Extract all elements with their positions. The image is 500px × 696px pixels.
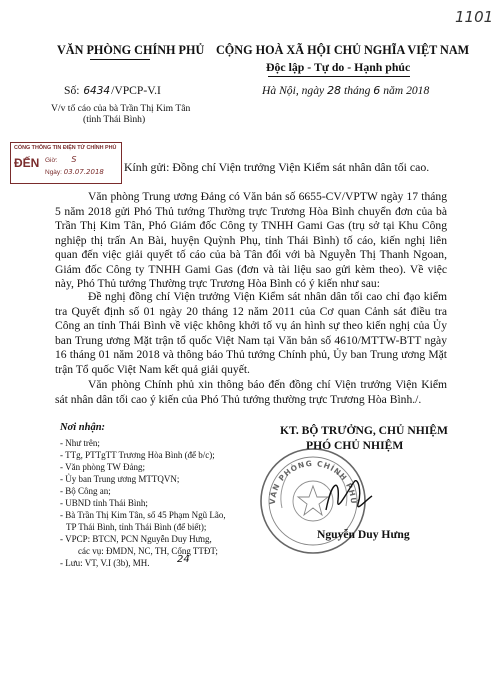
signature-title: KT. BỘ TRƯỞNG, CHỦ NHIỆM	[280, 424, 448, 437]
stamp-gio-value: S	[71, 155, 77, 164]
stamp-gio-label: Giờ:	[45, 157, 58, 164]
doc-number-hand: 6434	[83, 85, 111, 97]
body-paragraph-3: Văn phòng Chính phủ xin thông báo đến đồng chí Viện trưởng Viện Kiểm sát nhân dân tối cao ý kiến của Phó Thủ tướng thường trực Trương Hòa Bình./.	[55, 378, 447, 406]
date-prefix: Hà Nội, ngày	[262, 84, 325, 97]
signature-subtitle: PHÓ CHỦ NHIỆM	[306, 439, 404, 452]
date-year: năm 2018	[383, 84, 430, 97]
agency-underline	[90, 59, 150, 60]
stamp-den: ĐẾN	[14, 156, 40, 170]
republic-title: CỘNG HOÀ XÃ HỘI CHỦ NGHĨA VIỆT NAM	[216, 43, 470, 57]
body-paragraph-1: Văn phòng Trung ương Đảng có Văn bản số 6655-CV/VPTW ngày 17 tháng 5 năm 2018 gửi Phó Thủ tướng Thường trực Trương Hòa Bình chuyển đơn của bà Trần Thị Kim Tân, Phó Giám đốc Công ty TNHH Gami Gas (trụ sở tại Khu Công nghiệp thị trấn An Bài, huyện Quỳnh Phụ, tỉnh Thái Bình) tố cáo, kiến nghị liên quan đến việc giải quyết tố cáo của bà Tân đối với bà Nguyễn Thị Thanh Ngoan, Giám đốc Công ty TNHH Gami Gas (đơn và tài liệu sao gửi kèm theo). Về việc này, Phó Thủ tướng Thường trực Trương Hòa Bình có ý kiến như sau:	[55, 190, 447, 290]
recipient-item: - Bộ Công an;	[60, 486, 111, 496]
stamp-ngay	[45, 168, 104, 176]
date-month: 6	[373, 84, 381, 97]
recipient-item: - VPCP: BTCN, PCN Nguyễn Duy Hưng,	[60, 534, 212, 544]
seal-text: VĂN PHÒNG CHÍNH PHỦ	[267, 458, 359, 505]
recipient-item: - Ủy ban Trung ương MTTQVN;	[60, 474, 180, 484]
doc-number-prefix: Số:	[64, 84, 80, 97]
subject-line-1: V/v tố cáo của bà Trần Thị Kim Tân	[51, 103, 191, 114]
handwritten-number: 1101	[455, 8, 494, 26]
recipient-item: - TTg, PTTgTT Trương Hòa Bình (để b/c);	[60, 450, 215, 460]
date-mid: tháng	[343, 84, 371, 97]
doc-number-suffix: /VPCP-V.I	[111, 84, 161, 97]
recipient-item: - Văn phòng TW Đảng;	[60, 462, 145, 472]
motto-underline	[268, 76, 410, 77]
handwritten-signature	[318, 470, 378, 520]
recipient-item: - Bà Trần Thị Kim Tân, số 45 Phạm Ngũ Lão,	[60, 510, 226, 520]
recipient-item: - UBND tỉnh Thái Bình;	[60, 498, 148, 508]
recipient-item: - Lưu: VT, V.I (3b), MH.	[60, 558, 150, 568]
subject-line-2: (tỉnh Thái Bình)	[83, 114, 146, 125]
recipient-item: các vụ: ĐMDN, NC, TH, Cổng TTĐT;	[78, 546, 218, 556]
recipient-item: TP Thái Bình, tỉnh Thái Bình (để biết);	[66, 522, 207, 532]
doc-date	[262, 84, 429, 97]
motto: Độc lập - Tự do - Hạnh phúc	[266, 60, 411, 74]
stamp-gio	[45, 155, 76, 164]
recipients-title: Nơi nhận:	[60, 422, 106, 433]
addressee: Kính gửi: Đồng chí Viện trưởng Viện Kiểm sát nhân dân tối cao.	[124, 160, 430, 174]
received-stamp	[10, 142, 122, 184]
recipient-hand-note: 24	[177, 554, 190, 565]
stamp-org: CỔNG THÔNG TIN ĐIỆN TỬ CHÍNH PHỦ	[14, 145, 117, 151]
signer-name: Nguyễn Duy Hưng	[317, 528, 410, 541]
date-day: 28	[327, 84, 342, 97]
body-paragraph-2: Đề nghị đồng chí Viện trưởng Viện Kiểm sát nhân dân tối cao chỉ đạo kiểm tra Quyết định số 01 ngày 20 tháng 12 năm 2011 của Cơ quan Cảnh sát điều tra Công an tỉnh Thái Bình về việc không khởi tố vụ án hình sự theo kiến nghị của Ủy ban Trung ương Mặt trận tổ quốc Việt Nam tại Văn bản số 4610/MTTW-BTT ngày 16 tháng 01 năm 2018 và thông báo Thủ tướng Chính phủ, Ủy ban Trung ương Mặt trận Tổ quốc Việt Nam kết quả giải quyết.	[55, 290, 447, 376]
stamp-ngay-value: 03.07.2018	[63, 168, 104, 176]
agency-name: VĂN PHÒNG CHÍNH PHỦ	[57, 43, 205, 57]
stamp-ngay-label: Ngày:	[45, 169, 62, 176]
doc-number	[64, 84, 161, 97]
recipient-item: - Như trên;	[60, 438, 100, 448]
